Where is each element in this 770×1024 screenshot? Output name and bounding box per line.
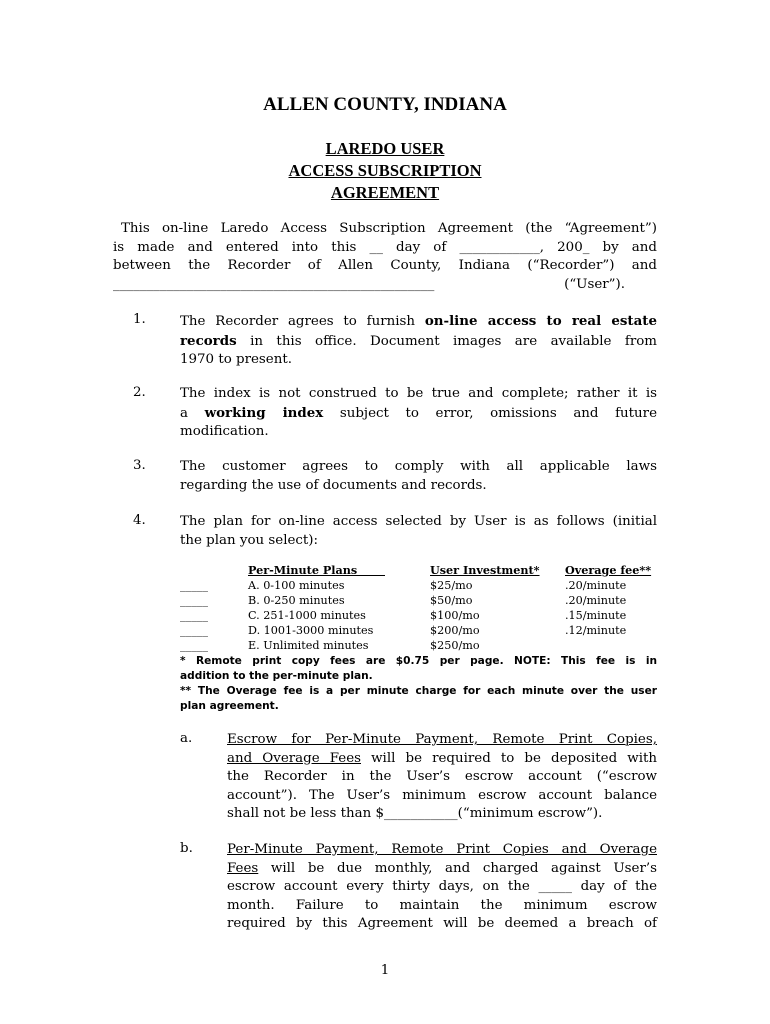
item-number: 2. (133, 385, 146, 400)
item-line: the plan you select): (180, 532, 319, 548)
item-line: The customer agrees to comply with all applicable laws (180, 459, 657, 474)
intro-line: between the Recorder of Allen County, Indiana (“Recorder”) and (113, 258, 657, 273)
note-line: addition to the per-minute plan. (180, 670, 373, 682)
initial-blank: _____ (180, 594, 208, 607)
subitem-text (227, 731, 657, 824)
subitem-line: escrow account every thirty days, on the _____ day of the (227, 879, 657, 894)
subitem-line: required by this Agreement will be deemed a breach of (227, 916, 657, 931)
plan-overage: .15/minute (565, 609, 627, 622)
table-row (180, 638, 660, 653)
note-line: plan agreement. (180, 700, 279, 712)
item-line: a working index subject to error, omissions and future (180, 404, 658, 421)
item-line: modification. (180, 424, 269, 439)
item-line: The index is not construed to be true and complete; rather it is (180, 386, 657, 401)
fee-notes (180, 654, 657, 714)
item-text (180, 513, 657, 550)
plan-name: C. 251-1000 minutes (248, 609, 366, 622)
plans-table (180, 563, 660, 653)
plan-overage: .12/minute (565, 624, 627, 637)
item-number: 3. (133, 458, 146, 473)
subitem-line: Per-Minute Payment, Remote Print Copies and Overage (227, 842, 657, 857)
table-row (180, 593, 660, 608)
item-line: records in this office. Document images are available from (180, 332, 657, 349)
subitem-line: Fees will be due monthly, and charged against User’s (227, 860, 657, 876)
table-row (180, 623, 660, 638)
header-plans: Per-Minute Plans (248, 563, 358, 577)
plan-overage: .20/minute (565, 579, 627, 592)
plan-name: E. Unlimited minutes (248, 639, 369, 652)
initial-blank: _____ (180, 609, 208, 622)
initial-blank: _____ (180, 579, 208, 592)
plan-investment: $25/mo (430, 579, 473, 592)
document-subtitle (0, 138, 770, 204)
note-line: ** The Overage fee is a per minute charge for each minute over the user (180, 685, 657, 697)
initial-blank: _____ (180, 624, 208, 637)
item-number: 4. (133, 513, 146, 528)
subitem-line: account”). The User’s minimum escrow account balance (227, 787, 657, 803)
plan-name: B. 0-250 minutes (248, 594, 345, 607)
subtitle-line: ACCESS SUBSCRIPTION (288, 161, 482, 180)
item-number: 1. (133, 312, 146, 327)
item-line: The Recorder agrees to furnish on-line access to real estate (180, 313, 657, 329)
plan-investment: $100/mo (430, 609, 480, 622)
plan-investment: $200/mo (430, 624, 480, 637)
plan-name: A. 0-100 minutes (248, 579, 345, 592)
subitem-text (227, 841, 657, 934)
item-line: regarding the use of documents and records. (180, 477, 487, 493)
intro-paragraph (113, 220, 657, 294)
item-text (180, 312, 657, 370)
intro-line: This on-line Laredo Access Subscription Agreement (the “Agreement”) (121, 221, 657, 236)
intro-line: is made and entered into this __ day of ____________, 200_ by and (113, 239, 657, 255)
item-text (180, 385, 657, 442)
plan-name: D. 1001-3000 minutes (248, 624, 374, 637)
plan-investment: $50/mo (430, 594, 473, 607)
header-underline-extension (355, 563, 385, 576)
page-number: 1 (380, 963, 390, 978)
subitem-line: Escrow for Per-Minute Payment, Remote Print Copies, (227, 732, 657, 747)
subitem-letter: a. (180, 731, 193, 746)
table-header-row (180, 563, 660, 578)
subitem-line: shall not be less than $___________(“minimum escrow”). (227, 806, 603, 821)
document-title: ALLEN COUNTY, INDIANA (263, 94, 507, 115)
item-line: The plan for on-line access selected by User is as follows (initial (180, 514, 657, 529)
plan-overage: .20/minute (565, 594, 627, 607)
subtitle-line: AGREEMENT (330, 183, 440, 202)
subitem-letter: b. (180, 841, 193, 856)
subitem-line: and Overage Fees will be required to be deposited with (227, 750, 657, 766)
initial-blank: _____ (180, 639, 208, 652)
item-text (180, 458, 657, 495)
item-line: 1970 to present. (180, 352, 292, 367)
table-row (180, 608, 660, 623)
note-line: * Remote print copy fees are $0.75 per page. NOTE: This fee is in (180, 655, 657, 667)
table-row (180, 578, 660, 593)
header-investment: User Investment* (430, 563, 540, 577)
subitem-line: the Recorder in the User’s escrow account (“escrow (227, 769, 657, 784)
intro-line: ________________________________________________ (“User”). (113, 276, 625, 292)
subtitle-line: LAREDO USER (325, 139, 445, 158)
subitem-line: month. Failure to maintain the minimum escrow (227, 897, 657, 913)
plan-investment: $250/mo (430, 639, 480, 652)
header-overage: Overage fee** (565, 563, 652, 577)
